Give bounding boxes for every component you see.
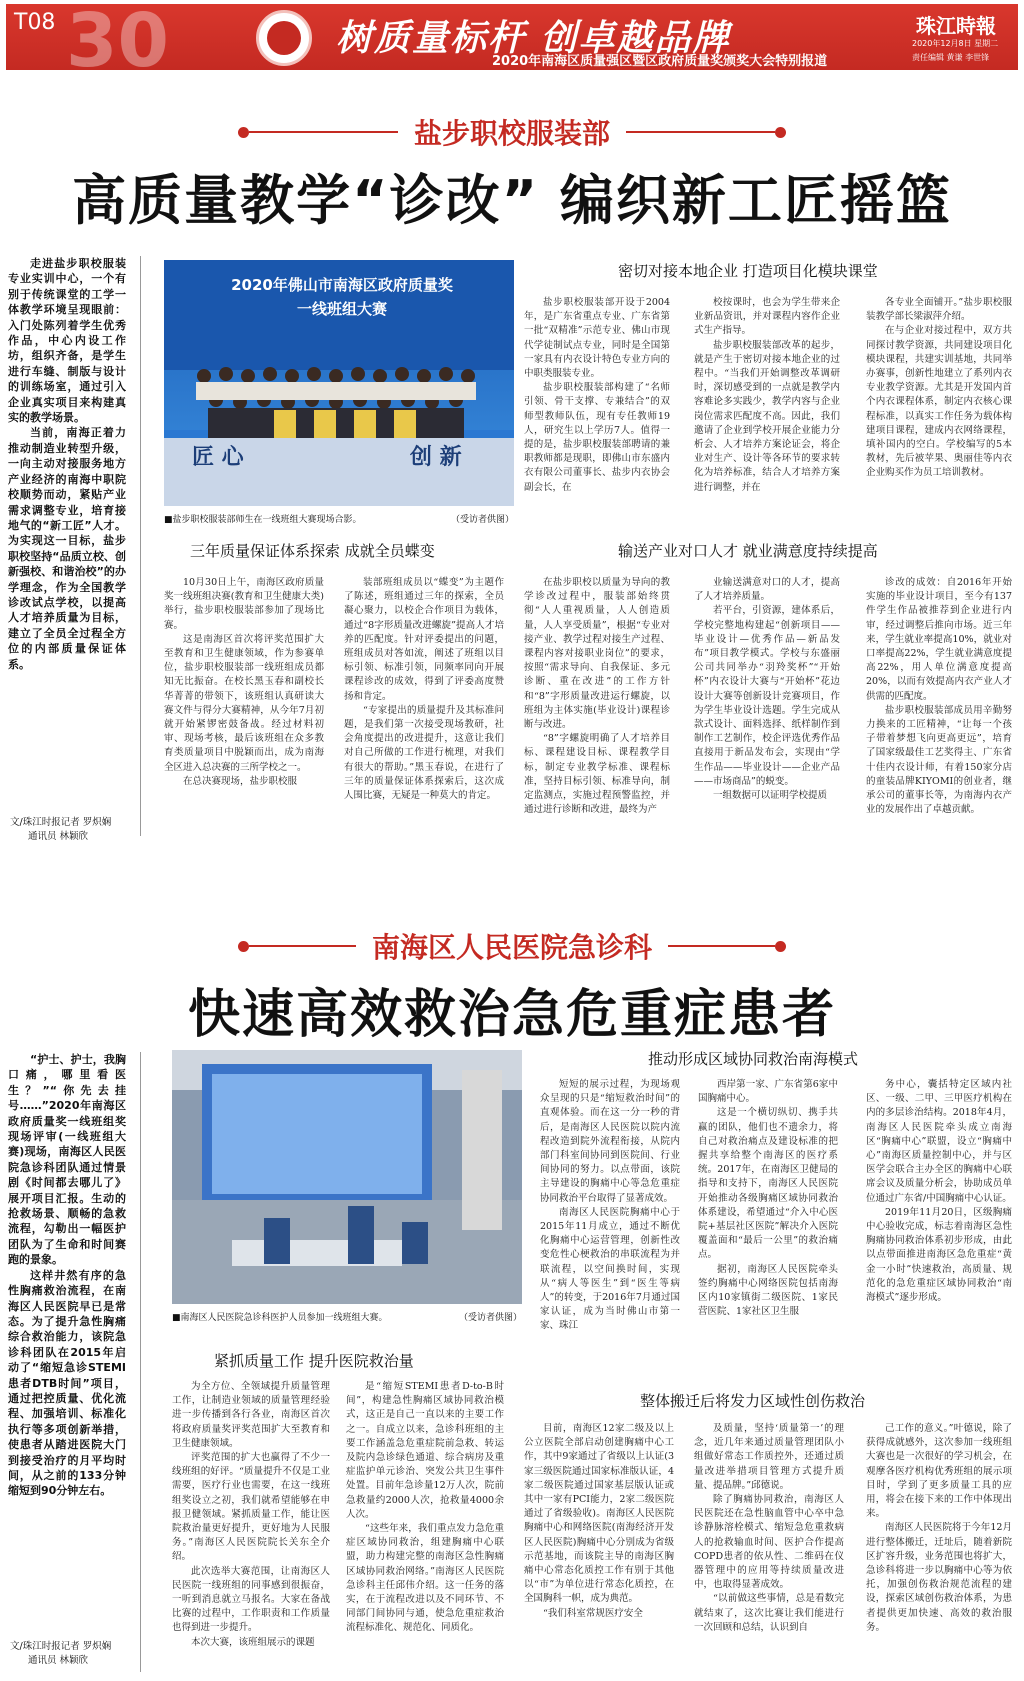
quality-award-logo-icon — [256, 10, 312, 66]
story2-subhead-1: 推动形成区域协同救治南海模式 — [648, 1050, 859, 1068]
story2-sub1-col — [698, 1078, 838, 1348]
body-para: 为全方位、全领域提升质量管理工作，让制造业领域的质量管理经验进一步传播到各行各业，南海区首次将政府质量奖评奖范围扩大至教育和卫生健康领域。 — [172, 1381, 330, 1449]
story1-kicker — [238, 112, 786, 152]
body-para: 盐步职校服装部构建了“名师引领、骨干支撑、专兼结合”的双师型教师队伍，现有专任教师19人，研究生以上学历7人。值得一提的是，盐步职校服装部聘请的兼职教师都是现职，即佛山市东盛内衣有限公司董事长、盐步内衣协会副会长，在 — [524, 382, 670, 493]
story2-sub3-col — [866, 1422, 1012, 1672]
kicker-dot-icon — [775, 127, 786, 138]
story1-kicker-text: 盐步职校服装部 — [414, 117, 611, 150]
story1-subhead-2b: 输送产业对口人才 就业满意度持续提高 — [618, 542, 878, 560]
story2-sub1-col — [540, 1078, 680, 1348]
story1-sub1-col — [694, 296, 840, 518]
caption-text: ■南海区人民医院急诊科医护人员参加一线班组大赛。 — [172, 1313, 388, 1323]
story2-sub2-col — [346, 1380, 504, 1672]
body-para: 在盐步职校以质量为导向的教学诊改过程中，服装部始终贯彻“人人重视质量，人人创造质量，人人享受质量”，根据“专业对接产业、教学过程对接生产过程、课程内容对接职业岗位”的要求，按照“需求导向、自我保证、多元诊断、重在改进”的工作方针和“8”字形质量改进运行螺旋，以班组为主体实施(毕业设计)课程诊断与改进。 — [524, 577, 670, 731]
body-para: 本次大赛，该班组展示的课题 — [191, 1636, 315, 1648]
caption-text: ■盐步职校服装部师生在一线班组大赛现场合影。 — [164, 515, 362, 525]
photo-banner-text: 2020年佛山市南海区政府质量奖 — [231, 276, 453, 294]
body-para: 南海区人民医院将于今年12月进行整体搬迁，迁址后，随着新院区扩容升级，业务范围也将扩大，急诊科将进一步以胸痛中心等为依托，加强创伤救治规范流程的建设，探索区域创伤救治体系，为患者提供更加快速、高效的救治服务。 — [866, 1522, 1012, 1633]
body-para: 除了胸痛协同救治，南海区人民医院还在急性脑血管中心卒中急诊静脉溶栓模式、缩短急危重救病人的抢救输血时间、医护合作提高COPD患者的依从性、二维码在仪器管理中的应用等持续质量改进中，也取得显著成效。 — [694, 1494, 844, 1591]
story1-headline: 高质量教学“诊改” 编织新工匠摇篮 — [72, 169, 952, 232]
newspaper-name: 珠江時報 — [916, 14, 996, 38]
body-para: 诊改的成效：自2016年开始实施的毕业设计项目，至今有137件学生作品被推荐到企业进行内审，经过调整后推向市场。近三年来，学生就业率提高10%，就业对口率提高22%，学生就业满意度提高22%，用人单位满意度提高20%，以而有效提高内衣产业人才供需的匹配度。 — [866, 577, 1012, 702]
story2-headline: 快速高效救治急危重症患者 — [187, 985, 836, 1045]
body-para: 据初，南海区人民医院牵头签约胸痛中心网络医院包括南海区内10家镇街二级医院、1家民营医院、1家社区卫生服 — [698, 1263, 838, 1318]
body-para: 10月30日上午，南海区政府质量奖一线班组决赛(教育和卫生健康大类)举行，盐步职校服装部参加了现场比赛。 — [164, 577, 324, 631]
story1-lede-para: 当前，南海正着力推动制造业转型升级，一向主动对接服务地方产业经济的南海中职院校顺势而动，紧贴产业需求调整专业，培育接地气的“新工匠”人才。为实现这一目标，盐步职校坚持“品质立校、创新强校、和谐治校”的办学理念，作为全国教学诊改试点学校，以提高人才培养质量为目标，建立了全员全过程全方位的内部质量保证体系。 — [8, 426, 126, 671]
story2-subhead-3: 整体搬迁后将发力区域性创伤救治 — [640, 1392, 866, 1410]
caption-credit: （受访者供图） — [458, 1313, 522, 1323]
body-para: “以前做这些事情，总是看数完就结束了，这次比赛让我们能进行一次回顾和总结，认识到自 — [694, 1593, 844, 1633]
masthead-banner — [6, 4, 1018, 70]
story1-sub2-col — [694, 576, 840, 840]
story1-subhead-1: 密切对接本地企业 打造项目化模块课堂 — [618, 262, 878, 280]
story1-sub1-col — [866, 296, 1012, 518]
body-para: 若平台，引资源，建体系后，学校完整地构建起“创新项目——毕业设计—优秀作品—新品发布”项目教学模式。学校与东盛丽公司共同举办“羽羚奖杯”“开始杯”内衣设计大赛与“开始杯”花边设计大赛等创新设计竞赛项目，作为学生毕业设计选题。学生完成从款式设计、面料选择、纸样制作到制作工艺制作，校企评选优秀作品直接用于新品发布会，实现由“学生作品——毕业设计——企业产品——市场商品”的蜕变。 — [694, 605, 840, 787]
banner-subtitle: 2020年南海区质量强区暨区政府质量奖颁奖大会特别报道 — [492, 54, 828, 69]
story2-sub2-col — [172, 1380, 330, 1672]
body-para: 及质量，坚持‘质量第一’的理念，近几年来通过质量管理团队小组做好常态工作质控外，还通过质量改进举措项目管理方式提升质量、提品牌。”邱德说。 — [694, 1423, 844, 1491]
column-divider — [140, 256, 141, 836]
story1-sub1-col — [524, 296, 670, 518]
photo-stage-right: 创 新 — [410, 445, 462, 470]
body-para: 评奖范围的扩大也赢得了不少一线班组的好评。“质量提升不仅是工业需要，医疗行业也需要，在这一线班组奖设立之初，我们就希望能够在申报卫健领域。紧抓质量工作，能让医院救治量更好提升，更好地为人民服务。”南海区人民医院院长关东全介绍。 — [172, 1452, 330, 1563]
body-para: 南海区人民医院胸痛中心于2015年11月成立，通过不断优化胸痛中心运营管理，创新性改变危性心梗救治的串联流程为并联流程，以空间换时间，实现从“病人等医生”到“医生等病人”的转变，于2016年7月通过国家认证，成为当时佛山市第一家、珠江 — [540, 1206, 680, 1332]
banner-title: 树质量标杆 创卓越品牌 — [336, 18, 731, 59]
body-para: 各专业全面铺开。”盐步职校服装教学部长梁淑萍介绍。 — [866, 297, 1012, 323]
body-para: 业输送满意对口的人才，提高了人才培养质量。 — [694, 577, 840, 603]
body-para: 是“缩短STEMI患者D-to-B时间”，构建急性胸痛区域协同救治模式，这正是自己一直以来的主要工作之一。自成立以来，急诊科班组的主要工作涵盖急危重症院前急救、转运及院内急诊绿色通道、综合病房及重症监护单元诊治、突发公共卫生事件处置。目前年急诊量12万人次，院前急救量约2000人次，抢救量4000余人次。 — [346, 1381, 504, 1520]
body-para: 目前，南海区12家二级及以上公立医院全部启动创建胸痛中心工作，其中9家通过了省级以上认证(3家三级医院通过国家标准版认证，4家二级医院通过国家基层版认证或其中一家有PCI能力，2家二级医院通过了省级验收)。南海区人民医院胸痛中心和网络医院(南海经济开发区人民医院)胸痛中心分别成为省级示范基地，而该院主导的南海区胸痛中心常态化质控工作有别于其他以“市”为单位进行常态化质控，在全国胸科一帜，成为典范。 — [524, 1423, 674, 1605]
story2-sub1-col — [866, 1078, 1012, 1348]
byline-reporter: 文/珠江时报记者 罗炽娴 — [10, 817, 112, 828]
story2-kicker-text: 南海区人民医院急诊科 — [372, 931, 653, 964]
body-para: 一组数据可以证明学校提质 — [713, 790, 828, 802]
story1-byline — [10, 816, 128, 844]
body-para: 在与企业对接过程中，双方共同探讨教学资源，共同建设项目化模块课程，共建实训基地，共同举办赛事，创新性地建立了系列内衣专业教学资源。尤其是开发国内首个内衣课程体系，制定内衣核心课程标准，以真实工作任务为载体构建项目课程，建成内衣网络课程，填补国内的空白。学校编写的5本教材，先后被苹果、奥丽佳等内衣企业购买作为员工培训教材。 — [866, 325, 1012, 479]
kicker-dot-icon — [775, 941, 786, 952]
story1-sub2-col — [164, 576, 324, 840]
story2-byline — [10, 1640, 128, 1668]
byline-reporter: 文/珠江时报记者 罗炽娴 — [10, 1641, 112, 1652]
story1-lede-para: 走进盐步职校服装专业实训中心，一个有别于传统课堂的工学一体教学环境呈现眼前：入门处陈列着学生优秀作品，中心内设工作坊，组织齐备，是学生进行车缝、制版与设计的训练场室，通过引入企业真实项目来构建真实的教学场景。 — [8, 257, 126, 425]
story1-sub2-col — [524, 576, 670, 840]
body-para: 盐步职校服装部开设于2004年，是广东省重点专业、广东省第一批“双精准”示范专业、佛山市现代学徒制试点专业，同时是全国第一家具有内衣设计特色专业方向的中职类服装专业。 — [524, 297, 670, 380]
body-para: 此次选举大赛范围，让南海区人民医院一线班组的同事感到很振奋，一听到消息就立马报名。大家在备战比赛的过程中，工作职责和工作质量也得到进一步提升。 — [172, 1565, 330, 1634]
body-para: “8”字螺旋明确了人才培养目标、课程建设目标、课程教学目标，制定专业教学标准、课程标准，坚持目标引领、标准导向，制定监测点，实施过程预警监控，并通过进行诊断和改进，最终为产 — [524, 733, 670, 816]
body-para: 在总决赛现场，盐步职校服 — [183, 775, 298, 787]
body-para: “专家提出的质量提升及其标准问题，是我们第一次接受现场教研，社会角度提出的改进提升，这意让我们对自己所做的工作进行梳理，对我们有很大的帮助。”黑玉春说，在进行了三年的质量保证体系探索后，这次成人围比赛，无疑是一种莫大的肯定。 — [344, 704, 504, 802]
issue-date: 2020年12月8日 星期二 — [912, 39, 999, 48]
story2-photo — [172, 1050, 522, 1304]
story2-sub3-col — [694, 1422, 844, 1672]
caption-credit: （受访者供图） — [450, 515, 514, 525]
column-divider — [140, 1052, 141, 1672]
body-para: 装部班组成员以“蝶变”为主题作了陈述，班组通过三年的探索，全员凝心聚力，以校企合作项目为载体，通过“8字形质量改进螺旋”提高人才培养的匹配度。针对评委提出的问题，班组成员对答如流，阐述了班组以目标引领、标准引领，同频率同向开展课程诊改的成效，得到了评委高度赞扬和肯定。 — [344, 577, 504, 702]
body-para: 盐步职校服装部改革的起步，就是产生于密切对接本地企业的过程中。“当我们开始调整改革调研时，深切感受到的一点就是教学内容难论多实践少，教学内容与企业岗位需求匹配度不高。因此，我们邀请了企业到学校开展企业能力分析会、人才培养方案论证会，将企业对生产、设计等各环节的要求转化为培养标准，结合人才培养方案进行调整，并在 — [694, 339, 840, 493]
issue-editors: 责任编辑 黄谦 李世锋 — [912, 53, 990, 62]
story2-kicker — [238, 926, 786, 966]
story2-subhead-2: 紧抓质量工作 提升医院救治量 — [214, 1352, 414, 1370]
body-para: 己工作的意义。”叶德说，除了获得成就感外，这次参加一线班组大赛也是一次很好的学习机会，在观摩各医疗机构优秀班组的展示项目时，学到了更多质量工具的应用，将会在接下来的工作中体现出来。 — [866, 1423, 1012, 1520]
kicker-dot-icon — [238, 941, 249, 952]
body-para: 西岸第一家、广东省第6家中国胸痛中心。 — [698, 1079, 838, 1105]
story2-lede-para: “护士、护士，我胸口痛，哪里看医生？”“你先去挂号……”2020年南海区政府质量奖一线班组奖现场评审(一线班组大赛)现场，南海区人民医院急诊科团队通过情景剧《时间都去哪儿了》展开项目汇报。生动的抢救场景、顺畅的急救流程，勾勒出一幅医护团队为了生命和时间赛跑的景象。 — [8, 1053, 126, 1267]
body-para: 短短的展示过程，为现场观众呈现的只是“缩短救治时间”的直观体验。而在这一分一秒的背后，是南海区人民医院以院内流程改造到院外流程衔接，从院内部门科室间协同到医院间、行业间协同的努力。以点带面，该院主导建设的胸痛中心等急危重症协同救治平台取得了显著成效。 — [540, 1079, 680, 1204]
photo-banner-text2: 一线班组大赛 — [296, 300, 387, 318]
body-para: 2019年11月20日，区级胸痛中心验收完成，标志着南海区急性胸痛协同救治体系初步形成，由此以点带面推进南海区急危重症“黄金一小时”快速救治，高质量、规范化的急危重症区域协同救治“南海模式”逐步形成。 — [866, 1206, 1012, 1304]
kicker-dot-icon — [238, 127, 249, 138]
story1-photo-caption — [164, 512, 514, 525]
story2-lede — [8, 1052, 126, 1498]
body-para: 这是一个横切纵切、携手共赢的团队，他们也不遗余力，将自己对救治痛点及建设标准的把握共享给整个南海区的医疗系统。2017年，在南海区卫健局的指导和支持下，南海区人民医院开始推动各级胸痛区域协同救治体系建设，希望通过“介入中心医院+基层社区医院”解决介入医院覆盖面和“最后一公里”的救治痛点。 — [698, 1107, 838, 1261]
page-number: T08 — [14, 10, 56, 35]
story1-subhead-2: 三年质量保证体系探索 成就全员蝶变 — [190, 542, 435, 560]
body-para: “这些年来，我们重点发力急危重症区域协同救治，组建胸痛中心联盟，助力构建完整的南海区急性胸痛区域协同救治网络。”南海区人民医院急诊科主任邱伟介绍。这一任务的落实，在于流程改进以及不同环节、不同部门间协同与通，使急危重症救治流程标准化、规范化、同质化。 — [346, 1523, 504, 1634]
photo-stage-left: 匠 心 — [192, 445, 244, 470]
body-para: 务中心，囊括特定区域内社区、一级、二甲、三甲医疗机构在内的多层诊治结构。2018年4月，南海区人民医院牵头成立南海区“胸痛中心”联盟，设立“胸痛中心”南海区质量控制中心，并与区医学会联合主办全区的胸痛中心联席会议及质量分析会，协助成员单位通过广东省/中国胸痛中心认证。 — [866, 1079, 1012, 1204]
byline-correspondent: 通讯员 林颖欣 — [28, 831, 89, 842]
page-number-watermark: 30 — [66, 4, 169, 70]
story1-sub2-col — [344, 576, 504, 840]
story1-photo — [164, 260, 514, 506]
body-para: “我们科室常规医疗安全 — [543, 1607, 643, 1619]
story2-photo-caption — [172, 1310, 522, 1323]
body-para: 盐步职校服装部成员用辛勤努力换来的工匠精神，“让每一个孩子带着梦想飞向更高更远”，培育了国家级最佳工艺奖得主、广东省十佳内衣设计师，有着150家分店的童装品牌KIYOMI的创业者，继承公司的董事长等，为南海内衣产业的发展作出了卓越贡献。 — [866, 704, 1012, 816]
body-para: 这是南海区首次将评奖范围扩大至教育和卫生健康领域，作为参赛单位，盐步职校服装部一线班组成员都知无比振奋。在校长黑玉春和副校长华菁菁的带领下，该班组认真研读大赛文件与得分大赛精神，从今年7月初就开始紧锣密鼓备战。经过材料初审、现场考核，最后该班组在众多教育类质量项目中脱颖而出，成为南海全区进入总决赛的三所学校之一。 — [164, 633, 324, 773]
story2-sub3-col — [524, 1422, 674, 1672]
body-para: 校按课时，也会为学生带来企业新品资讯，并对课程内容作企业式生产指导。 — [694, 297, 840, 337]
story2-lede-para: 这样井然有序的急性胸痛救治流程，在南海区人民医院早已是常态。为了提升急性胸痛综合救治能力，该院急诊科团队在2015年启动了“缩短急诊STEMI患者DTB时间”项目，通过把控质量、优化流程、加强培训、标准化执行等多项创新举措，使患者从踏进医院大门到接受治疗的月平均时间，从之前的133分钟缩短到90分钟左右。 — [8, 1268, 126, 1498]
story1-sub2-col — [866, 576, 1012, 840]
byline-correspondent: 通讯员 林颖欣 — [28, 1655, 89, 1666]
story1-lede — [8, 256, 126, 696]
